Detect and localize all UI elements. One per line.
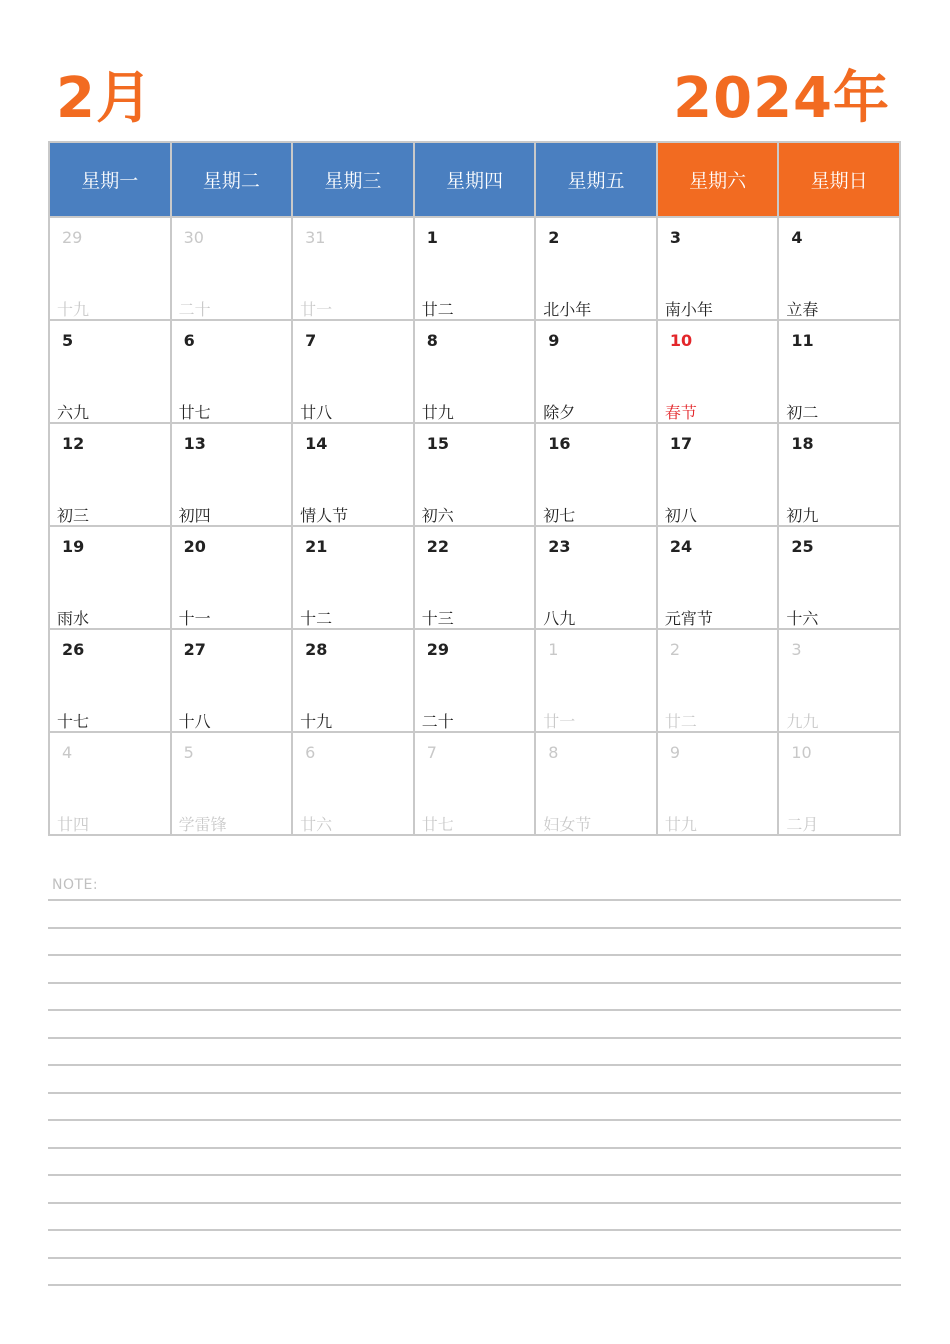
- day-cell[interactable]: [292, 423, 414, 526]
- year-title: 2024年: [673, 66, 890, 131]
- calendar-grid: [48, 141, 901, 836]
- lunar-date: 廿七: [421, 815, 454, 834]
- day-number: 29: [426, 640, 449, 659]
- lunar-date: 廿一: [300, 300, 333, 319]
- lunar-date: 妇女节: [543, 815, 592, 834]
- note-line: [48, 927, 901, 929]
- day-cell[interactable]: [535, 629, 657, 732]
- day-cell[interactable]: [171, 320, 293, 423]
- day-number: 15: [426, 434, 449, 453]
- day-cell[interactable]: [414, 629, 536, 732]
- day-number: 5: [183, 743, 194, 762]
- week-row: [49, 526, 900, 629]
- day-cell[interactable]: [49, 732, 171, 835]
- lunar-date: 十六: [786, 609, 819, 628]
- day-cell[interactable]: [292, 629, 414, 732]
- lunar-date: 十七: [57, 712, 90, 731]
- lunar-date: 廿一: [543, 712, 576, 731]
- day-cell[interactable]: [778, 526, 900, 629]
- day-cell[interactable]: [49, 217, 171, 320]
- weekday-header-thu: 星期四: [414, 142, 536, 217]
- week-row: [49, 217, 900, 320]
- weekday-header-row: [49, 142, 900, 217]
- day-cell[interactable]: [292, 732, 414, 835]
- day-number: 17: [669, 434, 693, 453]
- day-cell[interactable]: [414, 526, 536, 629]
- day-number: 4: [62, 743, 73, 762]
- day-number: 20: [183, 537, 206, 556]
- day-cell[interactable]: [414, 423, 536, 526]
- lunar-date: 初六: [421, 506, 454, 525]
- day-number: 9: [669, 743, 680, 762]
- day-number: 28: [305, 640, 328, 659]
- day-number: 10: [791, 743, 812, 762]
- day-number: 19: [62, 537, 85, 556]
- day-number: 31: [305, 228, 326, 247]
- day-number: 18: [791, 434, 814, 453]
- lunar-date: 北小年: [543, 300, 592, 319]
- note-line: [48, 1009, 901, 1011]
- day-cell[interactable]: [778, 629, 900, 732]
- note-line: [48, 1147, 901, 1149]
- day-number: 16: [548, 434, 571, 453]
- day-number: 27: [183, 640, 206, 659]
- day-cell[interactable]: [535, 320, 657, 423]
- day-number: 25: [791, 537, 814, 556]
- lunar-date: 十三: [421, 609, 454, 628]
- day-number: 30: [183, 228, 204, 247]
- lunar-date: 立春: [786, 300, 819, 319]
- day-cell[interactable]: [414, 320, 536, 423]
- week-row: [49, 320, 900, 423]
- lunar-date: 十九: [300, 712, 333, 731]
- day-cell[interactable]: [171, 423, 293, 526]
- weekday-header-mon: 星期一: [49, 142, 171, 217]
- day-number: 29: [62, 228, 83, 247]
- day-number: 11: [791, 331, 814, 350]
- note-line: [48, 1037, 901, 1039]
- day-number: 8: [426, 331, 438, 350]
- day-number: 23: [548, 537, 571, 556]
- note-label: NOTE:: [52, 877, 99, 893]
- lunar-date: 廿六: [300, 815, 333, 834]
- day-cell[interactable]: [657, 526, 779, 629]
- weekday-header-fri: 星期五: [535, 142, 657, 217]
- day-number: 3: [791, 640, 802, 659]
- day-number: 5: [62, 331, 74, 350]
- lunar-date: 六九: [57, 403, 90, 422]
- lunar-date: 廿二: [421, 300, 454, 319]
- day-number: 2: [548, 228, 560, 247]
- lunar-date: 初三: [57, 506, 90, 525]
- day-number: 4: [791, 228, 803, 247]
- lunar-date: 廿八: [300, 403, 333, 422]
- note-line: [48, 1229, 901, 1231]
- lunar-date: 雨水: [57, 609, 90, 628]
- lunar-date: 二十: [178, 300, 211, 319]
- week-row: [49, 629, 900, 732]
- day-number: 13: [183, 434, 206, 453]
- lunar-date: 廿九: [664, 815, 697, 834]
- day-number: 6: [305, 743, 316, 762]
- lunar-date: 元宵节: [664, 609, 713, 628]
- lunar-date: 春节: [664, 403, 697, 422]
- day-cell[interactable]: [535, 423, 657, 526]
- day-cell[interactable]: [49, 526, 171, 629]
- day-cell[interactable]: [535, 732, 657, 835]
- note-line: [48, 1284, 901, 1286]
- note-line: [48, 1064, 901, 1066]
- day-cell[interactable]: [171, 629, 293, 732]
- lunar-date: 初七: [543, 506, 576, 525]
- lunar-date: 十九: [57, 300, 90, 319]
- day-cell[interactable]: [292, 526, 414, 629]
- day-number: 22: [426, 537, 449, 556]
- day-number: 7: [305, 331, 317, 350]
- day-number: 21: [305, 537, 328, 556]
- day-cell[interactable]: [171, 217, 293, 320]
- lunar-date: 初二: [786, 403, 819, 422]
- lunar-date: 八九: [543, 609, 576, 628]
- day-number: 9: [548, 331, 560, 350]
- day-cell[interactable]: [778, 732, 900, 835]
- note-line: [48, 1119, 901, 1121]
- note-line: [48, 1174, 901, 1176]
- lunar-date: 初八: [664, 506, 697, 525]
- lunar-date: 廿四: [57, 815, 90, 834]
- lunar-date: 九九: [786, 712, 819, 731]
- day-cell[interactable]: [657, 629, 779, 732]
- lunar-date: 二月: [786, 815, 819, 834]
- lunar-date: 十一: [178, 609, 211, 628]
- day-cell[interactable]: [292, 217, 414, 320]
- lunar-date: 廿九: [421, 403, 454, 422]
- day-cell[interactable]: [171, 732, 293, 835]
- note-area[interactable]: [48, 899, 901, 1312]
- lunar-date: 十二: [300, 609, 333, 628]
- weekday-header-sat: 星期六: [657, 142, 779, 217]
- day-cell[interactable]: [535, 217, 657, 320]
- day-number: 24: [669, 537, 693, 556]
- day-cell[interactable]: [414, 732, 536, 835]
- day-number: 3: [669, 228, 681, 247]
- week-row: [49, 732, 900, 835]
- day-number: 14: [305, 434, 328, 453]
- day-cell[interactable]: [292, 320, 414, 423]
- lunar-date: 廿二: [664, 712, 697, 731]
- day-cell[interactable]: [657, 320, 779, 423]
- day-cell[interactable]: [414, 217, 536, 320]
- lunar-date: 南小年: [664, 300, 713, 319]
- weekday-header-tue: 星期二: [171, 142, 293, 217]
- day-number: 26: [62, 640, 85, 659]
- lunar-date: 初四: [178, 506, 211, 525]
- lunar-date: 二十: [421, 712, 454, 731]
- day-number: 12: [62, 434, 85, 453]
- day-cell[interactable]: [49, 320, 171, 423]
- weekday-header-wed: 星期三: [292, 142, 414, 217]
- day-number: 1: [548, 640, 559, 659]
- day-number: 1: [426, 228, 438, 247]
- note-line: [48, 982, 901, 984]
- lunar-date: 十八: [178, 712, 211, 731]
- day-cell[interactable]: [778, 217, 900, 320]
- day-cell[interactable]: [778, 320, 900, 423]
- lunar-date: 廿七: [178, 403, 211, 422]
- lunar-date: 学雷锋: [178, 815, 227, 834]
- day-cell[interactable]: [49, 423, 171, 526]
- note-line: [48, 899, 901, 901]
- day-number: 8: [548, 743, 559, 762]
- day-number: 2: [669, 640, 680, 659]
- week-row: [49, 423, 900, 526]
- day-number: 6: [183, 331, 195, 350]
- day-number: 10: [669, 331, 693, 350]
- day-cell[interactable]: [171, 526, 293, 629]
- lunar-date: 除夕: [543, 403, 576, 422]
- day-cell[interactable]: [535, 526, 657, 629]
- note-line: [48, 1257, 901, 1259]
- weekday-header-sun: 星期日: [778, 142, 900, 217]
- day-number: 7: [426, 743, 437, 762]
- note-line: [48, 1202, 901, 1204]
- day-cell[interactable]: [657, 732, 779, 835]
- calendar-body: [49, 217, 900, 835]
- day-cell[interactable]: [49, 629, 171, 732]
- day-cell[interactable]: [657, 423, 779, 526]
- day-cell[interactable]: [657, 217, 779, 320]
- lunar-date: 初九: [786, 506, 819, 525]
- month-title: 2月: [56, 66, 153, 131]
- note-line: [48, 954, 901, 956]
- lunar-date: 情人节: [300, 506, 349, 525]
- day-cell[interactable]: [778, 423, 900, 526]
- note-line: [48, 1092, 901, 1094]
